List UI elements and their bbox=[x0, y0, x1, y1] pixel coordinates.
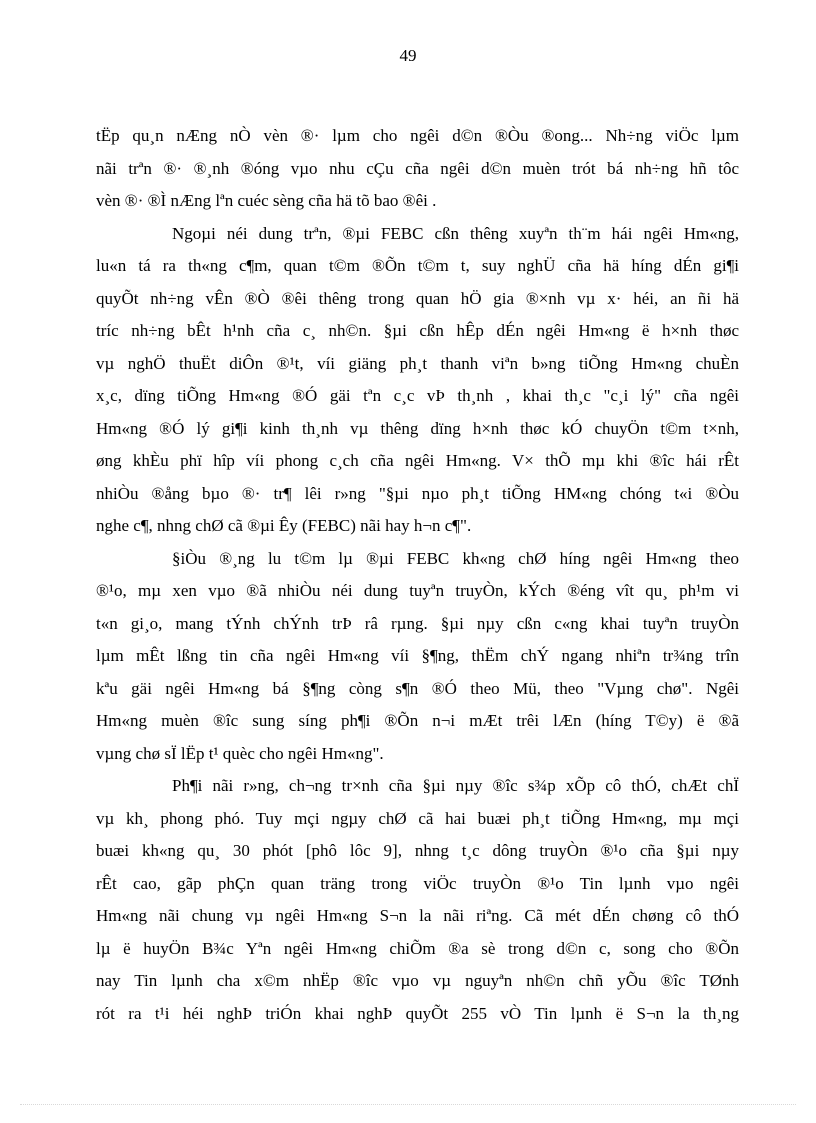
text-line: lµm mÊt lßng tin cña ngêi Hm«ng víi §¶ng, thËm chÝ ngang nhiªn tr¾ng trîn bbox=[96, 646, 739, 665]
text-line: vµng chø sÏ lËp t¹ quèc cho ngêi Hm«ng". bbox=[96, 743, 384, 763]
text-line: ®¹o, mµ xen vµo ®ã nhiÒu néi dung tuyªn truyÒn, kÝch ®éng vît qu¸ ph¹m vi bbox=[96, 581, 739, 600]
text-line: vµ nghÖ thuËt diÔn ®¹t, víi giäng ph¸t thanh viªn b»ng tiÕng Hm«ng chuÈn bbox=[96, 353, 739, 373]
text-line: buæi kh«ng qu¸ 30 phót [phô lôc 9], nhng t¸c dông truyÒn ®¹o cña §µi nµy bbox=[96, 841, 739, 860]
text-line: Hm«ng nãi chung vµ ngêi Hm«ng S¬n la nãi riªng. Cã mét dÉn chøng cô thÓ bbox=[96, 906, 739, 925]
text-line: x¸c, dïng tiÕng Hm«ng ®Ó gäi tªn c¸c vÞ th¸nh , khai th¸c "c¸i lý" cña ngêi bbox=[96, 386, 739, 405]
text-line: vèn ®· ®Ì nÆng lªn cuéc sèng cña hä tõ bao ®êi . bbox=[96, 191, 437, 210]
text-line: øng khÈu phï hîp víi phong c¸ch cña ngêi Hm«ng. V× thÕ mµ khi ®îc hái rÊt bbox=[96, 451, 739, 470]
text-line: rÊt cao, gãp phÇn quan träng trong viÖc truyÒn ®¹o Tin lµnh vµo ngêi bbox=[96, 873, 739, 893]
text-line: Ngoµi néi dung trªn, ®µi FEBC cßn thêng xuyªn th¨m hái ngêi Hm«ng, bbox=[172, 223, 739, 243]
text-line: rót ra t¹i héi nghÞ triÓn khai nghÞ quyÕt 255 vÒ Tin lµnh ë S¬n la th¸ng bbox=[96, 1003, 739, 1023]
text-line: Hm«ng ®Ó lý gi¶i kinh th¸nh vµ thêng dïng h×nh thøc kÓ chuyÖn t©m t×nh, bbox=[96, 418, 739, 438]
page-bottom-divider bbox=[20, 1104, 796, 1105]
text-line: kªu gäi ngêi Hm«ng bá §¶ng còng s¶n ®Ó theo Mü, theo "Vµng chø". Ngêi bbox=[96, 678, 739, 698]
text-line: nay Tin lµnh cha x©m nhËp ®îc vµo vµ nguyªn nh©n chñ yÕu ®îc TØnh bbox=[96, 971, 739, 990]
text-line: quyÕt nh÷ng vÊn ®Ò ®êi thêng trong quan hÖ gia ®×nh vµ x· héi, an ñi hä bbox=[96, 288, 739, 308]
text-line: nghe c¶, nhng chØ cã ®µi Êy (FEBC) nãi hay h¬n c¶". bbox=[96, 516, 472, 535]
text-line: lµ ë huyÖn B¾c Yªn ngêi Hm«ng chiÕm ®a sè trong d©n c, song cho ®Õn bbox=[96, 938, 739, 958]
text-line: t«n gi¸o, mang tÝnh chÝnh trÞ râ rµng. §µi nµy cßn c«ng khai tuyªn truyÒn bbox=[96, 613, 739, 633]
text-line: Hm«ng muèn ®îc sung síng ph¶i ®Õn n¬i mÆt trêi lÆn (híng T©y) ë ®ã bbox=[96, 711, 739, 730]
text-line: vµ kh¸ phong phó. Tuy mçi ngµy chØ cã hai buæi ph¸t tiÕng Hm«ng, mµ mçi bbox=[96, 808, 739, 828]
text-line: §iÒu ®¸ng lu t©m lµ ®µi FEBC kh«ng chØ híng ngêi Hm«ng theo bbox=[172, 548, 739, 568]
text-line: lu«n tá ra th«ng c¶m, quan t©m ®Õn t©m t, suy nghÜ cña hä híng dÉn gi¶i bbox=[96, 256, 739, 275]
text-line: nhiÒu ®ång bµo ®· tr¶ lêi r»ng "§µi nµo ph¸t tiÕng HM«ng chóng t«i ®Òu bbox=[96, 483, 739, 503]
text-line: nãi trªn ®· ®¸nh ®óng vµo nhu cÇu cña ngêi d©n muèn trót bá nh÷ng hñ tôc bbox=[96, 158, 739, 178]
text-line: Ph¶i nãi r»ng, ch¬ng tr×nh cña §µi nµy ®îc s¾p xÕp cô thÓ, chÆt chÏ bbox=[172, 776, 739, 795]
page-number: 49 bbox=[399, 46, 417, 65]
text-line: tríc nh÷ng bÊt h¹nh cña c¸ nh©n. §µi cßn hÊp dÉn ngêi Hm«ng ë h×nh thøc bbox=[96, 321, 739, 340]
body-text bbox=[96, 120, 739, 1030]
text-line: tËp qu¸n nÆng nÒ vèn ®· lµm cho ngêi d©n ®Òu ®ong... Nh÷ng viÖc lµm bbox=[96, 126, 739, 145]
